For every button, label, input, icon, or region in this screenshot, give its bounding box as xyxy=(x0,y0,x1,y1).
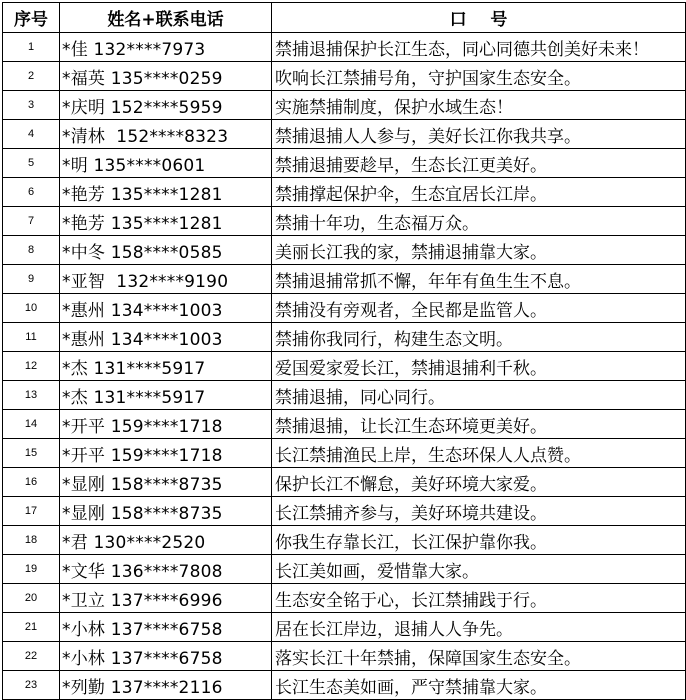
row-contact: *开平 159****1718 xyxy=(60,439,272,468)
row-index: 14 xyxy=(3,410,60,439)
header-slogan: 口 号 xyxy=(272,3,686,33)
row-slogan: 禁捕没有旁观者，全民都是监管人。 xyxy=(272,294,686,323)
table-row xyxy=(3,555,686,584)
row-contact: *小林 137****6758 xyxy=(60,613,272,642)
row-index: 19 xyxy=(3,555,60,584)
row-slogan: 禁捕退捕要趁早，生态长江更美好。 xyxy=(272,149,686,178)
row-index: 4 xyxy=(3,120,60,149)
row-index: 8 xyxy=(3,236,60,265)
table-row xyxy=(3,497,686,526)
table-row xyxy=(3,526,686,555)
table-row xyxy=(3,178,686,207)
row-slogan: 禁捕退捕常抓不懈，年年有鱼生生不息。 xyxy=(272,265,686,294)
row-slogan: 长江生态美如画，严守禁捕靠大家。 xyxy=(272,671,686,700)
row-index: 7 xyxy=(3,207,60,236)
row-contact: *显刚 158****8735 xyxy=(60,468,272,497)
row-slogan: 爱国爱家爱长江，禁捕退捕利千秋。 xyxy=(272,352,686,381)
row-index: 5 xyxy=(3,149,60,178)
row-slogan: 落实长江十年禁捕，保障国家生态安全。 xyxy=(272,642,686,671)
row-slogan: 禁捕退捕，同心同行。 xyxy=(272,381,686,410)
row-contact: *君 130****2520 xyxy=(60,526,272,555)
table-row xyxy=(3,642,686,671)
row-contact: *杰 131****5917 xyxy=(60,352,272,381)
row-slogan: 保护长江不懈怠，美好环境大家爱。 xyxy=(272,468,686,497)
row-index: 21 xyxy=(3,613,60,642)
row-index: 12 xyxy=(3,352,60,381)
row-contact: *列勤 137****2116 xyxy=(60,671,272,700)
table-row xyxy=(3,149,686,178)
table-row xyxy=(3,439,686,468)
row-slogan: 禁捕退捕保护长江生态，同心同德共创美好未来！ xyxy=(272,33,686,62)
table-row xyxy=(3,294,686,323)
table-row xyxy=(3,236,686,265)
row-slogan: 禁捕十年功，生态福万众。 xyxy=(272,207,686,236)
row-index: 6 xyxy=(3,178,60,207)
table-row xyxy=(3,62,686,91)
row-contact: *庆明 152****5959 xyxy=(60,91,272,120)
table-row xyxy=(3,265,686,294)
row-index: 23 xyxy=(3,671,60,700)
table-row xyxy=(3,91,686,120)
row-contact: *显刚 158****8735 xyxy=(60,497,272,526)
row-slogan: 禁捕退捕，让长江生态环境更美好。 xyxy=(272,410,686,439)
row-slogan: 吹响长江禁捕号角，守护国家生态安全。 xyxy=(272,62,686,91)
row-index: 15 xyxy=(3,439,60,468)
row-contact: *杰 131****5917 xyxy=(60,381,272,410)
row-contact: *明 135****0601 xyxy=(60,149,272,178)
row-contact: *文华 136****7808 xyxy=(60,555,272,584)
row-slogan: 居在长江岸边，退捕人人争先。 xyxy=(272,613,686,642)
row-contact: *惠州 134****1003 xyxy=(60,323,272,352)
row-slogan: 禁捕你我同行，构建生态文明。 xyxy=(272,323,686,352)
row-index: 13 xyxy=(3,381,60,410)
row-slogan: 你我生存靠长江，长江保护靠你我。 xyxy=(272,526,686,555)
row-contact: *开平 159****1718 xyxy=(60,410,272,439)
table-body xyxy=(3,33,686,700)
row-contact: *艳芳 135****1281 xyxy=(60,207,272,236)
row-slogan: 美丽长江我的家，禁捕退捕靠大家。 xyxy=(272,236,686,265)
table-row xyxy=(3,120,686,149)
table-row xyxy=(3,584,686,613)
row-contact: *中冬 158****0585 xyxy=(60,236,272,265)
slogan-table xyxy=(2,2,686,700)
table-row xyxy=(3,671,686,700)
row-index: 22 xyxy=(3,642,60,671)
row-index: 9 xyxy=(3,265,60,294)
row-slogan: 长江禁捕齐参与，美好环境共建设。 xyxy=(272,497,686,526)
row-slogan: 生态安全铭于心，长江禁捕践于行。 xyxy=(272,584,686,613)
row-contact: *亚智 132****9190 xyxy=(60,265,272,294)
table-row xyxy=(3,323,686,352)
row-index: 18 xyxy=(3,526,60,555)
row-index: 1 xyxy=(3,33,60,62)
row-contact: *艳芳 135****1281 xyxy=(60,178,272,207)
table-row xyxy=(3,381,686,410)
row-contact: *卫立 137****6996 xyxy=(60,584,272,613)
row-slogan: 禁捕撑起保护伞，生态宜居长江岸。 xyxy=(272,178,686,207)
table-row xyxy=(3,352,686,381)
row-slogan: 禁捕退捕人人参与，美好长江你我共享。 xyxy=(272,120,686,149)
row-index: 2 xyxy=(3,62,60,91)
row-index: 20 xyxy=(3,584,60,613)
row-index: 11 xyxy=(3,323,60,352)
row-index: 17 xyxy=(3,497,60,526)
row-slogan: 长江美如画，爱惜靠大家。 xyxy=(272,555,686,584)
row-slogan: 长江禁捕渔民上岸，生态环保人人点赞。 xyxy=(272,439,686,468)
header-row xyxy=(3,3,686,33)
table-row xyxy=(3,207,686,236)
row-slogan: 实施禁捕制度，保护水域生态！ xyxy=(272,91,686,120)
row-index: 3 xyxy=(3,91,60,120)
header-contact: 姓名+联系电话 xyxy=(60,3,272,33)
row-contact: *佳 132****7973 xyxy=(60,33,272,62)
table-row xyxy=(3,410,686,439)
row-contact: *惠州 134****1003 xyxy=(60,294,272,323)
row-index: 10 xyxy=(3,294,60,323)
table-row xyxy=(3,613,686,642)
row-index: 16 xyxy=(3,468,60,497)
row-contact: *福英 135****0259 xyxy=(60,62,272,91)
row-contact: *小林 137****6758 xyxy=(60,642,272,671)
table-row xyxy=(3,468,686,497)
header-index: 序号 xyxy=(3,3,60,33)
row-contact: *清林 152****8323 xyxy=(60,120,272,149)
table-row xyxy=(3,33,686,62)
